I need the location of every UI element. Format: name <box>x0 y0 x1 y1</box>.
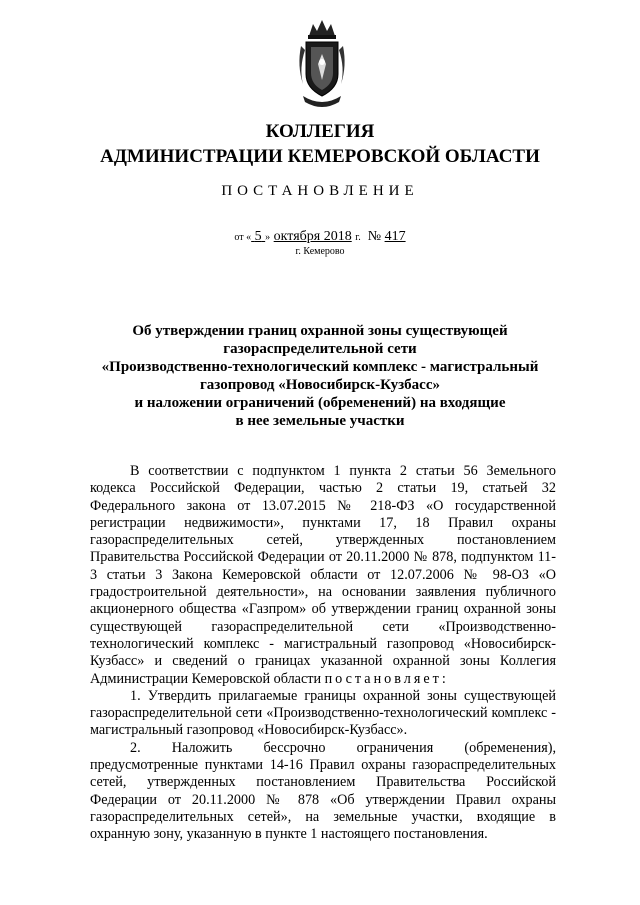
title-line: в нее земельные участки <box>235 413 405 429</box>
body-paragraph-preamble <box>90 463 556 688</box>
date-day: 5 <box>254 229 262 244</box>
title-line: газораспределительной сети <box>223 341 417 357</box>
preamble-text: В соответствии с подпунктом 1 пункта 2 статьи 56 Земельного кодекса Российской Федерации, частью 2 статьи 19, статьей 32 Федерального закона от 13.07.2015 № 218-ФЗ «О государственной регистрации недвижимости», пунктами 17, 18 Правил охраны газораспределительных сетей, утвержденных постановлением Правительства Российской Федерации от 20.11.2000 № 878, подпунктом 11-3 статьи 3 Закона Кемеровской области от 12.07.2006 № 98-ОЗ «О градостроительной деятельности», на основании заявления публичного акционерного общества «Газпром» об утверждении границ охранной зоны существующей газораспределительной сети «Производственно-технологический комплекс - магистральный газопровод «Новосибирск-Кузбасс» и сведений о границах указанной охранной зоны Коллегия Администрации Кемеровской области <box>90 463 556 687</box>
resolve-word: постановляет: <box>324 670 449 687</box>
document-number: 417 <box>384 229 406 244</box>
document-title <box>92 322 548 430</box>
document-body <box>90 463 556 844</box>
document-type: ПОСТАНОВЛЕНИЕ <box>221 183 419 199</box>
number-label: № <box>367 229 382 244</box>
date-year-suffix: г. <box>355 232 361 243</box>
date-mid: » <box>265 232 271 243</box>
title-line: и наложении ограничений (обременений) на входящие <box>134 395 506 411</box>
date-prefix: от « <box>234 232 252 243</box>
body-paragraph-item-2: 2. Наложить бессрочно ограничения (обременения), предусмотренные пунктами 14-16 Правил охраны газораспределительных сетей, утвержденных постановлением Правительства Российской Федерации от 20.11.2000 № 878 «Об утверждении Правил охраны газораспределительных сетей», на земельные участки, входящие в охранную зону, указанную в пункте 1 настоящего постановления. <box>90 739 556 843</box>
city: г. Кемерово <box>295 246 345 257</box>
org-name-line1: КОЛЛЕГИЯ <box>265 121 375 142</box>
date-line <box>0 229 640 245</box>
body-paragraph-item-1: 1. Утвердить прилагаемые границы охранной зоны существующей газораспределительной сети «Производственно-технологический комплекс - магистральный газопровод «Новосибирск-Кузбасс». <box>90 687 556 739</box>
title-line: газопровод «Новосибирск-Кузбасс» <box>200 377 440 393</box>
title-line: «Производственно-технологический комплекс - магистральный <box>101 359 539 375</box>
org-name-line2: АДМИНИСТРАЦИИ КЕМЕРОВСКОЙ ОБЛАСТИ <box>100 146 540 167</box>
coat-of-arms-icon <box>295 18 349 112</box>
title-line: Об утверждении границ охранной зоны существующей <box>132 323 508 339</box>
date-month-year: октября 2018 <box>273 229 352 244</box>
